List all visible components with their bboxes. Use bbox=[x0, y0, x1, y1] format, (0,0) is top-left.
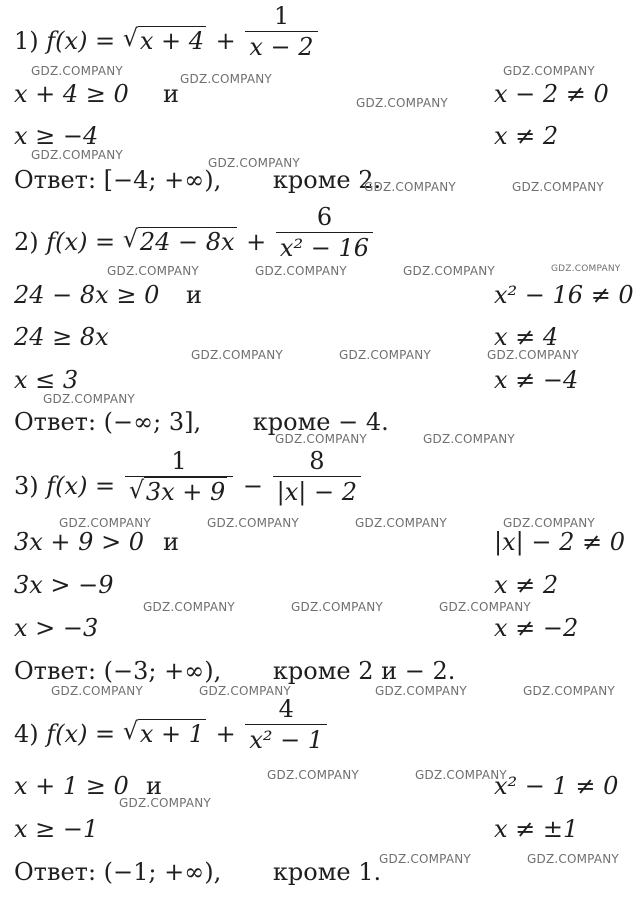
watermark: GDZ.COMPANY bbox=[43, 392, 135, 406]
problem-2-left-1: 24 − 8x ≥ 0 bbox=[14, 281, 160, 309]
watermark: GDZ.COMPANY bbox=[379, 852, 471, 866]
watermark: GDZ.COMPANY bbox=[180, 72, 272, 86]
watermark: GDZ.COMPANY bbox=[207, 516, 299, 530]
watermark: GDZ.COMPANY bbox=[415, 768, 507, 782]
watermark: GDZ.COMPANY bbox=[199, 684, 291, 698]
watermark: GDZ.COMPANY bbox=[355, 516, 447, 530]
problem-2-right-2: x ≠ 4 bbox=[494, 323, 559, 351]
problem-3-answer: Ответ: (−3; +∞), кроме 2 и − 2. bbox=[14, 657, 456, 685]
problem-2-answer: Ответ: (−∞; 3], кроме − 4. bbox=[14, 408, 389, 436]
watermark: GDZ.COMPANY bbox=[423, 432, 515, 446]
problem-1-right-2: x ≠ 2 bbox=[494, 122, 559, 150]
problem-4-and: и bbox=[146, 772, 162, 800]
watermark: GDZ.COMPANY bbox=[551, 264, 621, 274]
fraction: $\frac{1}{x - 2}$ bbox=[245, 1, 317, 62]
watermark: GDZ.COMPANY bbox=[59, 516, 151, 530]
watermark: GDZ.COMPANY bbox=[512, 180, 604, 194]
sqrt-sign: √ 3x + 9 bbox=[128, 476, 226, 506]
problem-4-right-2: x ≠ ±1 bbox=[494, 815, 579, 843]
problem-4-left-2: x ≥ −1 bbox=[14, 815, 99, 843]
sqrt-sign: √ x + 1 bbox=[122, 717, 204, 748]
fraction: $\frac{4}{\text{x² − 1}}$ bbox=[245, 694, 327, 755]
problem-4-right-1: x² − 1 ≠ 0 bbox=[494, 772, 619, 800]
problem-4-answer: Ответ: (−1; +∞), кроме 1. bbox=[14, 858, 382, 886]
fraction: 1 √ 3x + 9 bbox=[125, 446, 233, 507]
problem-1-left-2: x ≥ −4 bbox=[14, 122, 99, 150]
problem-1-formula: 1) f(x) = √ x + 4 + $\frac{1}{x - 2}$ bbox=[14, 23, 320, 62]
problem-2-left-3: x ≤ 3 bbox=[14, 366, 79, 394]
problem-3-and: и bbox=[163, 528, 179, 556]
watermark: GDZ.COMPANY bbox=[375, 684, 467, 698]
watermark: GDZ.COMPANY bbox=[107, 264, 199, 278]
watermark: GDZ.COMPANY bbox=[51, 684, 143, 698]
fraction: $\frac{8}{|x| - 2}$ bbox=[273, 446, 361, 507]
sqrt-sign: √ x + 4 bbox=[122, 24, 204, 55]
problem-3-right-3: x ≠ −2 bbox=[494, 614, 579, 642]
watermark: GDZ.COMPANY bbox=[31, 148, 123, 162]
problem-3-formula: 3) f(x) = 1 √ 3x + 9 − $\frac{8}{|x| - 2}$ bbox=[14, 468, 363, 507]
watermark: GDZ.COMPANY bbox=[503, 64, 595, 78]
watermark: GDZ.COMPANY bbox=[503, 516, 595, 530]
watermark: GDZ.COMPANY bbox=[364, 180, 456, 194]
watermark: GDZ.COMPANY bbox=[208, 156, 300, 170]
problem-4-left-1: x + 1 ≥ 0 bbox=[14, 772, 129, 800]
watermark: GDZ.COMPANY bbox=[267, 768, 359, 782]
problem-2-left-2: 24 ≥ 8x bbox=[14, 323, 109, 351]
watermark: GDZ.COMPANY bbox=[291, 600, 383, 614]
problem-2-and: и bbox=[186, 281, 202, 309]
problem-2-right-1: x² − 16 ≠ 0 bbox=[494, 281, 634, 309]
problem-1-and: и bbox=[163, 80, 179, 108]
watermark: GDZ.COMPANY bbox=[523, 684, 615, 698]
watermark: GDZ.COMPANY bbox=[143, 600, 235, 614]
watermark: GDZ.COMPANY bbox=[487, 348, 579, 362]
problem-1-right-1: x − 2 ≠ 0 bbox=[494, 80, 609, 108]
problem-3-left-1: 3x + 9 > 0 bbox=[14, 528, 145, 556]
problem-1-answer: Ответ: [−4; +∞), кроме 2. bbox=[14, 166, 382, 194]
watermark: GDZ.COMPANY bbox=[439, 600, 531, 614]
problem-2-right-3: x ≠ −4 bbox=[494, 366, 579, 394]
watermark: GDZ.COMPANY bbox=[255, 264, 347, 278]
sqrt-sign: √ 24 − 8x bbox=[122, 225, 235, 256]
watermark: GDZ.COMPANY bbox=[119, 796, 211, 810]
watermark: GDZ.COMPANY bbox=[527, 852, 619, 866]
problem-2-formula: 2) f(x) = √ 24 − 8x + $\frac{6}{\text{x² − 16}}$ bbox=[14, 224, 375, 263]
watermark: GDZ.COMPANY bbox=[191, 348, 283, 362]
problem-3-left-3: x > −3 bbox=[14, 614, 99, 642]
problem-3-right-1: |x| − 2 ≠ 0 bbox=[494, 528, 625, 556]
fraction: $\frac{6}{\text{x² − 16}}$ bbox=[276, 202, 373, 263]
watermark: GDZ.COMPANY bbox=[356, 96, 448, 110]
problem-1-left-1: x + 4 ≥ 0 bbox=[14, 80, 129, 108]
watermark: GDZ.COMPANY bbox=[403, 264, 495, 278]
watermark: GDZ.COMPANY bbox=[31, 64, 123, 78]
problem-3-left-2: 3x > −9 bbox=[14, 571, 114, 599]
watermark: GDZ.COMPANY bbox=[275, 432, 367, 446]
problem-4-formula: 4) f(x) = √ x + 1 + $\frac{4}{\text{x² − 1}}$ bbox=[14, 716, 329, 755]
problem-3-right-2: x ≠ 2 bbox=[494, 571, 559, 599]
watermark: GDZ.COMPANY bbox=[339, 348, 431, 362]
